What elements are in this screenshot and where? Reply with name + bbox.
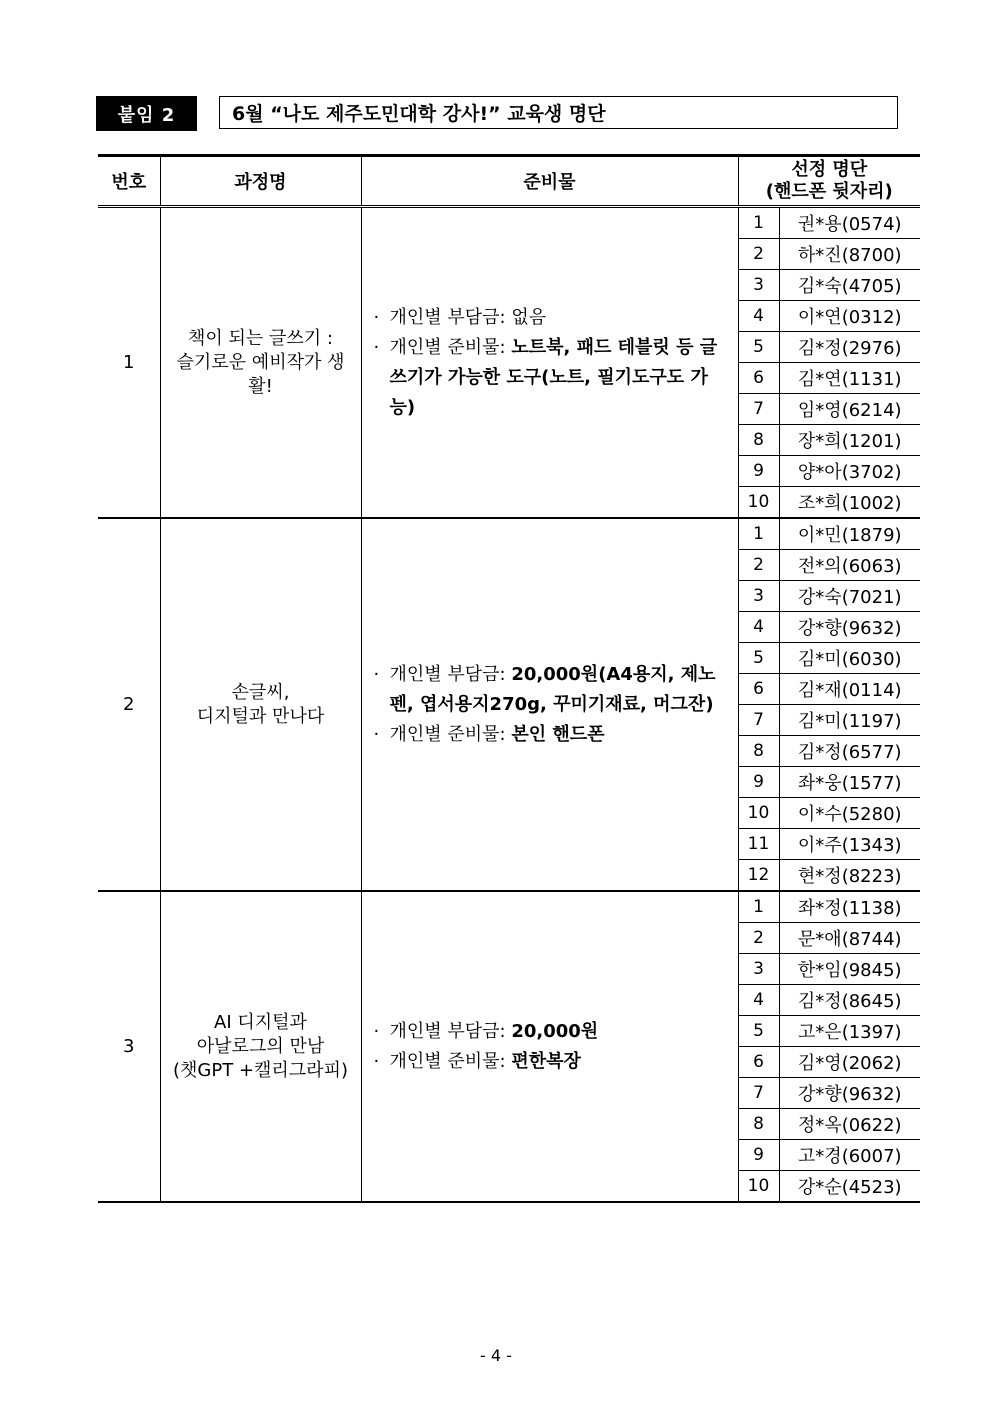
member-name: 김*미(6030) <box>779 643 920 674</box>
member-index: 1 <box>738 518 779 550</box>
member-index: 4 <box>738 301 779 332</box>
course-name-line: (챗GPT +캘리그라피) <box>173 1059 348 1081</box>
header-selected-line1: 선정 명단 <box>791 159 868 180</box>
member-name: 김*재(0114) <box>779 674 920 705</box>
member-index: 6 <box>738 363 779 394</box>
bullet-icon: · <box>373 1020 380 1042</box>
course-name <box>160 518 361 891</box>
member-index: 9 <box>738 767 779 798</box>
member-index: 1 <box>738 891 779 923</box>
preparation-item <box>374 1017 728 1047</box>
header-prep: 준비물 <box>361 156 738 207</box>
preparation-value: 없음 <box>511 306 547 328</box>
member-name: 강*숙(7021) <box>779 581 920 612</box>
course-name <box>160 207 361 519</box>
roster-table-wrapper <box>98 154 920 1203</box>
course-group <box>98 207 920 519</box>
member-name: 좌*웅(1577) <box>779 767 920 798</box>
member-name: 이*주(1343) <box>779 829 920 860</box>
member-name: 전*의(6063) <box>779 550 920 581</box>
course-name-line: 디지털과 만나다 <box>196 705 325 727</box>
member-index: 9 <box>738 456 779 487</box>
preparation-value: 본인 핸드폰 <box>511 723 605 745</box>
member-index: 8 <box>738 425 779 456</box>
member-index: 3 <box>738 581 779 612</box>
member-index: 11 <box>738 829 779 860</box>
bullet-icon: · <box>373 1050 380 1072</box>
member-index: 5 <box>738 643 779 674</box>
member-index: 2 <box>738 239 779 270</box>
member-index: 6 <box>738 674 779 705</box>
member-name: 좌*정(1138) <box>779 891 920 923</box>
member-index: 7 <box>738 1078 779 1109</box>
member-name: 장*희(1201) <box>779 425 920 456</box>
member-name: 김*정(2976) <box>779 332 920 363</box>
member-index: 2 <box>738 923 779 954</box>
preparation-value: 20,000원(A4용지, 제노펜, 엽서용지270g, 꾸미기재료, 머그잔) <box>389 663 716 715</box>
preparation-label: 개인별 준비물: <box>389 723 512 745</box>
course-name-line: AI 디지털과 <box>214 1011 307 1033</box>
member-index: 5 <box>738 1016 779 1047</box>
course-group <box>98 518 920 891</box>
member-index: 1 <box>738 207 779 239</box>
member-name: 한*임(9845) <box>779 954 920 985</box>
member-index: 3 <box>738 270 779 301</box>
member-index: 2 <box>738 550 779 581</box>
member-index: 10 <box>738 487 779 519</box>
table-header-row <box>98 156 920 207</box>
member-name: 하*진(8700) <box>779 239 920 270</box>
bullet-icon: · <box>373 723 380 745</box>
preparation-item <box>374 333 728 423</box>
member-index: 5 <box>738 332 779 363</box>
table-row <box>98 891 920 923</box>
bullet-icon: · <box>373 336 380 358</box>
course-group <box>98 891 920 1202</box>
preparation-label: 개인별 부담금: <box>389 663 512 685</box>
preparation-item <box>374 303 728 333</box>
preparation-label: 개인별 부담금: <box>389 1020 512 1042</box>
preparation-cell <box>361 207 738 519</box>
course-name <box>160 891 361 1202</box>
header-selected-line2: (핸드폰 뒷자리) <box>765 181 893 202</box>
member-name: 김*영(2062) <box>779 1047 920 1078</box>
member-index: 9 <box>738 1140 779 1171</box>
bullet-icon: · <box>373 306 380 328</box>
document-title: 6월 “나도 제주도민대학 강사!” 교육생 명단 <box>219 96 898 129</box>
preparation-value: 노트북, 패드 테블릿 등 글쓰기가 가능한 도구(노트, 필기도구도 가능) <box>389 336 718 418</box>
page-number: - 4 - <box>480 1346 512 1365</box>
preparation-label: 개인별 부담금: <box>389 306 512 328</box>
preparation-item <box>374 660 728 720</box>
member-name: 정*옥(0622) <box>779 1109 920 1140</box>
course-number: 3 <box>98 891 160 1202</box>
member-name: 김*정(6577) <box>779 736 920 767</box>
header-selected <box>738 156 920 207</box>
member-name: 강*향(9632) <box>779 612 920 643</box>
roster-table <box>98 154 920 1203</box>
preparation-value: 20,000원 <box>511 1020 599 1042</box>
member-name: 양*아(3702) <box>779 456 920 487</box>
member-name: 강*향(9632) <box>779 1078 920 1109</box>
course-name-line: 아날로그의 만남 <box>196 1035 325 1057</box>
bullet-icon: · <box>373 663 380 685</box>
member-name: 강*순(4523) <box>779 1171 920 1203</box>
member-name: 김*미(1197) <box>779 705 920 736</box>
preparation-cell <box>361 891 738 1202</box>
member-index: 6 <box>738 1047 779 1078</box>
member-name: 김*숙(4705) <box>779 270 920 301</box>
member-name: 현*정(8223) <box>779 860 920 892</box>
member-index: 7 <box>738 705 779 736</box>
member-index: 10 <box>738 798 779 829</box>
member-name: 이*수(5280) <box>779 798 920 829</box>
member-index: 12 <box>738 860 779 892</box>
member-name: 고*은(1397) <box>779 1016 920 1047</box>
member-index: 4 <box>738 985 779 1016</box>
course-name-line: 슬기로운 예비작가 생활! <box>176 351 345 397</box>
member-name: 이*연(0312) <box>779 301 920 332</box>
preparation-value: 편한복장 <box>511 1050 581 1072</box>
member-name: 임*영(6214) <box>779 394 920 425</box>
table-row <box>98 207 920 239</box>
course-name-line: 책이 되는 글쓰기 : <box>188 327 333 349</box>
table-row <box>98 518 920 550</box>
preparation-label: 개인별 준비물: <box>389 336 512 358</box>
preparation-label: 개인별 준비물: <box>389 1050 512 1072</box>
course-name-line: 손글씨, <box>231 681 290 703</box>
preparation-cell <box>361 518 738 891</box>
attachment-badge: 붙임 2 <box>96 96 197 131</box>
member-name: 조*희(1002) <box>779 487 920 519</box>
member-index: 7 <box>738 394 779 425</box>
member-name: 문*애(8744) <box>779 923 920 954</box>
header-course: 과정명 <box>160 156 361 207</box>
member-index: 4 <box>738 612 779 643</box>
member-index: 8 <box>738 1109 779 1140</box>
member-name: 김*연(1131) <box>779 363 920 394</box>
member-index: 10 <box>738 1171 779 1203</box>
member-name: 김*정(8645) <box>779 985 920 1016</box>
course-number: 2 <box>98 518 160 891</box>
member-name: 이*민(1879) <box>779 518 920 550</box>
preparation-item <box>374 1047 728 1077</box>
member-index: 3 <box>738 954 779 985</box>
member-name: 고*경(6007) <box>779 1140 920 1171</box>
member-name: 권*용(0574) <box>779 207 920 239</box>
member-index: 8 <box>738 736 779 767</box>
course-number: 1 <box>98 207 160 519</box>
preparation-item <box>374 720 728 750</box>
header-no: 번호 <box>98 156 160 207</box>
